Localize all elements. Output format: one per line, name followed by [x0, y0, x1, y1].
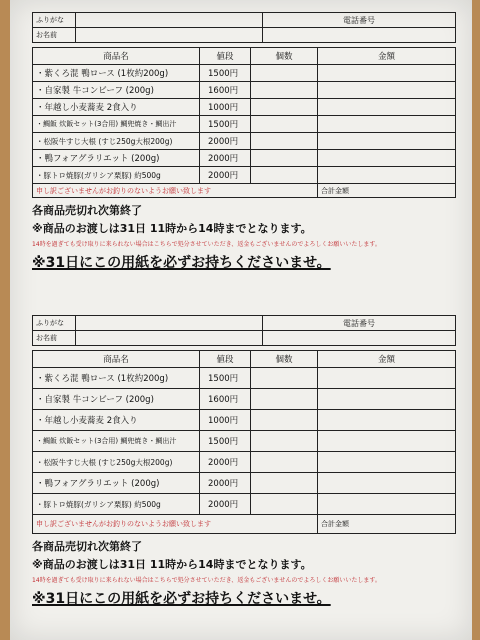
- amount-cell[interactable]: [318, 116, 456, 133]
- item-name: ・年越し小麦蕎麦 2食入り: [33, 410, 200, 431]
- payment-note: 申し訳ございませんがお釣りのないようお願い致します: [33, 184, 318, 198]
- table-row: [33, 82, 456, 99]
- order-sheet: [10, 0, 472, 640]
- pickup-notice: ※商品のお渡しは31日 11時から14時までとなります。: [32, 558, 312, 571]
- amount-cell[interactable]: [318, 389, 456, 410]
- phone-label: 電話番号: [263, 316, 456, 331]
- quantity-cell[interactable]: [251, 431, 318, 452]
- item-price: 2000円: [200, 452, 251, 473]
- item-price: 1000円: [200, 410, 251, 431]
- table-row: [33, 494, 456, 515]
- instructions: [32, 538, 456, 608]
- amount-cell[interactable]: [318, 150, 456, 167]
- quantity-cell[interactable]: [251, 150, 318, 167]
- name-label: お名前: [33, 331, 76, 346]
- customer-info-table: [32, 12, 456, 43]
- table-row: [33, 431, 456, 452]
- amount-cell[interactable]: [318, 82, 456, 99]
- note-row: [33, 515, 456, 534]
- phone-field[interactable]: [263, 28, 456, 43]
- item-name: ・松阪牛すじ大根 (すじ250g大根200g): [33, 133, 200, 150]
- item-name: ・鴨フォアグラリエット (200g): [33, 473, 200, 494]
- instructions: [32, 202, 456, 272]
- item-price: 1000円: [200, 99, 251, 116]
- item-price: 2000円: [200, 133, 251, 150]
- item-name: ・年越し小麦蕎麦 2食入り: [33, 99, 200, 116]
- quantity-cell[interactable]: [251, 368, 318, 389]
- table-row: [33, 99, 456, 116]
- quantity-cell[interactable]: [251, 389, 318, 410]
- quantity-cell[interactable]: [251, 167, 318, 184]
- amount-cell[interactable]: [318, 473, 456, 494]
- amount-cell[interactable]: [318, 410, 456, 431]
- table-row: [33, 65, 456, 82]
- header-product: 商品名: [33, 48, 200, 65]
- amount-cell[interactable]: [318, 65, 456, 82]
- name-field[interactable]: [76, 331, 263, 346]
- amount-cell[interactable]: [318, 167, 456, 184]
- table-row: [33, 150, 456, 167]
- table-row: [33, 389, 456, 410]
- quantity-cell[interactable]: [251, 65, 318, 82]
- table-row: [33, 452, 456, 473]
- quantity-cell[interactable]: [251, 133, 318, 150]
- table-row: [33, 133, 456, 150]
- header-price: 値段: [200, 48, 251, 65]
- item-price: 2000円: [200, 494, 251, 515]
- header-quantity: 個数: [251, 48, 318, 65]
- item-price: 1500円: [200, 116, 251, 133]
- header-product: 商品名: [33, 351, 200, 368]
- item-name: ・紫くろ混 鴨ロース (1枚約200g): [33, 368, 200, 389]
- amount-cell[interactable]: [318, 452, 456, 473]
- late-notice: 14時を過ぎても受け取りに来られない場合はこちらで処分させていただき、返金もございませんのでよろしくお願いいたします。: [32, 577, 381, 584]
- header-price: 値段: [200, 351, 251, 368]
- table-row: [33, 473, 456, 494]
- order-form-bottom: [32, 315, 456, 608]
- header-amount: 金額: [318, 351, 456, 368]
- quantity-cell[interactable]: [251, 99, 318, 116]
- name-label: お名前: [33, 28, 76, 43]
- item-name: ・松阪牛すじ大根 (すじ250g大根200g): [33, 452, 200, 473]
- table-row: [33, 116, 456, 133]
- item-name: ・紫くろ混 鴨ロース (1枚約200g): [33, 65, 200, 82]
- item-name: ・鯛飯 炊飯セット(3合用) 鯛兜焼き・鯛出汁: [33, 431, 200, 452]
- amount-cell[interactable]: [318, 368, 456, 389]
- item-price: 1500円: [200, 431, 251, 452]
- quantity-cell[interactable]: [251, 452, 318, 473]
- item-name: ・鯛飯 炊飯セット(3合用) 鯛兜焼き・鯛出汁: [33, 116, 200, 133]
- pickup-notice: ※商品のお渡しは31日 11時から14時までとなります。: [32, 222, 312, 235]
- furigana-label: ふりがな: [33, 316, 76, 331]
- furigana-label: ふりがな: [33, 13, 76, 28]
- item-name: ・自家製 牛コンビーフ (200g): [33, 82, 200, 99]
- table-row: [33, 167, 456, 184]
- amount-cell[interactable]: [318, 431, 456, 452]
- item-name: ・自家製 牛コンビーフ (200g): [33, 389, 200, 410]
- item-name: ・豚トロ焼豚(ガリシア栗豚) 約500g: [33, 167, 200, 184]
- phone-field[interactable]: [263, 331, 456, 346]
- sold-out-notice: 各商品売切れ次第終了: [32, 540, 142, 553]
- phone-label: 電話番号: [263, 13, 456, 28]
- quantity-cell[interactable]: [251, 410, 318, 431]
- total-label: 合計金額: [318, 515, 456, 534]
- quantity-cell[interactable]: [251, 116, 318, 133]
- item-name: ・豚トロ焼豚(ガリシア栗豚) 約500g: [33, 494, 200, 515]
- table-row: [33, 368, 456, 389]
- item-price: 1500円: [200, 368, 251, 389]
- order-form-top: [32, 12, 456, 272]
- order-table: [32, 350, 456, 534]
- quantity-cell[interactable]: [251, 494, 318, 515]
- item-price: 2000円: [200, 167, 251, 184]
- payment-note: 申し訳ございませんがお釣りのないようお願い致します: [33, 515, 318, 534]
- item-price: 1500円: [200, 65, 251, 82]
- item-price: 2000円: [200, 150, 251, 167]
- amount-cell[interactable]: [318, 99, 456, 116]
- furigana-field[interactable]: [76, 13, 263, 28]
- quantity-cell[interactable]: [251, 82, 318, 99]
- header-quantity: 個数: [251, 351, 318, 368]
- header-amount: 金額: [318, 48, 456, 65]
- item-price: 2000円: [200, 473, 251, 494]
- name-field[interactable]: [76, 28, 263, 43]
- total-label: 合計金額: [318, 184, 456, 198]
- bring-form-notice: ※31日にこの用紙を必ずお持ちくださいませ。: [32, 255, 331, 271]
- bring-form-notice: ※31日にこの用紙を必ずお持ちくださいませ。: [32, 591, 331, 607]
- note-row: [33, 184, 456, 198]
- quantity-cell[interactable]: [251, 473, 318, 494]
- table-row: [33, 410, 456, 431]
- late-notice: 14時を過ぎても受け取りに来られない場合はこちらで処分させていただき、返金もございませんのでよろしくお願いいたします。: [32, 241, 381, 248]
- order-table: [32, 47, 456, 198]
- item-price: 1600円: [200, 389, 251, 410]
- furigana-field[interactable]: [76, 316, 263, 331]
- customer-info-table: [32, 315, 456, 346]
- amount-cell[interactable]: [318, 133, 456, 150]
- amount-cell[interactable]: [318, 494, 456, 515]
- item-price: 1600円: [200, 82, 251, 99]
- sold-out-notice: 各商品売切れ次第終了: [32, 204, 142, 217]
- item-name: ・鴨フォアグラリエット (200g): [33, 150, 200, 167]
